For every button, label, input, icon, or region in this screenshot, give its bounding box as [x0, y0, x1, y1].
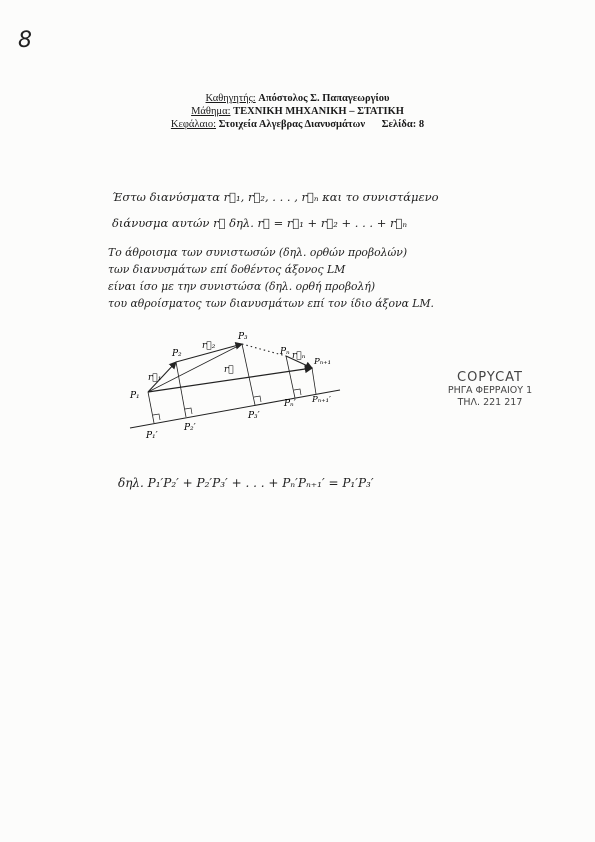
label-Pn1-prime: Pₙ₊₁′: [312, 395, 331, 405]
right-angle-mark-1: [153, 414, 160, 420]
label-r: r⃗: [224, 365, 234, 375]
text-line-5: είναι ίσο με την συνιστώσα (δηλ. ορθή προβολή): [108, 280, 376, 293]
projection-pn: [286, 356, 295, 398]
course-row: [0, 105, 595, 118]
course-name: ΤΕΧΝΙΚΗ ΜΗΧΑΝΙΚΗ – ΣΤΑΤΙΚΗ: [233, 106, 404, 117]
stamp-line-3: ΤΗΛ. 221 217: [457, 397, 523, 408]
page-label: Σελίδα: 8: [381, 119, 425, 130]
right-angle-mark-3: [254, 396, 261, 402]
copycat-stamp: [420, 370, 560, 409]
projection-equation: δηλ. P₁′P₂′ + P₂′P₃′ + . . . + Pₙ′Pₙ₊₁′ = P₁′P₃′: [118, 476, 374, 490]
chapter-label: Κεφάλαιο:: [170, 119, 217, 130]
instructor-label: Καθηγητής:: [205, 93, 256, 104]
label-P1-prime: P₁′: [146, 431, 158, 441]
page-number: 8: [18, 28, 32, 53]
label-rn: r⃗ₙ: [292, 351, 306, 361]
theorem-paragraph: [108, 244, 528, 312]
label-Pn-prime: Pₙ′: [284, 399, 296, 409]
label-P1: P₁: [130, 391, 140, 401]
page-header: [0, 92, 595, 131]
label-Pn: Pₙ: [280, 347, 290, 357]
intro-paragraph: [112, 184, 502, 236]
stamp-line-1: COPYCAT: [457, 370, 523, 385]
vector-projection-diagram: [120, 332, 360, 442]
text-line-2: διάνυσμα αυτών r⃗ δηλ. r⃗ = r⃗₁ + r⃗₂ + . . . + r⃗ₙ: [112, 216, 408, 230]
axis-line: [130, 390, 340, 428]
instructor-row: [0, 92, 595, 105]
projection-p3: [242, 344, 255, 405]
text-line-6: του αθροίσματος των διανυσμάτων επί τον ίδιο άξονα LM.: [108, 297, 434, 310]
text-line-1: Έστω διανύσματα r⃗₁, r⃗₂, . . . , r⃗ₙ και το συνιστάμενο: [112, 190, 439, 204]
label-P3-prime: P₃′: [248, 411, 260, 421]
chapter-row: [0, 118, 595, 131]
right-angle-mark-2: [185, 408, 192, 414]
label-P3: P₃: [238, 332, 248, 342]
instructor-name: Απόστολος Σ. Παπαγεωργίου: [258, 93, 390, 104]
course-label: Μάθημα:: [191, 106, 231, 117]
right-angle-mark-4: [294, 389, 301, 395]
projection-pn1: [312, 368, 316, 394]
label-r1: r⃗₁: [148, 373, 162, 383]
chapter-name: Στοιχεία Αλγεβρας Διανυσμάτων: [218, 119, 366, 130]
label-P2-prime: P₂′: [184, 423, 196, 433]
projection-p1: [148, 392, 154, 423]
label-P2: P₂: [172, 349, 182, 359]
text-line-4: των διανυσμάτων επί δοθέντος άξονος LM: [108, 263, 346, 276]
projection-p2: [176, 362, 186, 417]
label-Pn1: Pₙ₊₁: [314, 357, 332, 367]
stamp-line-2: ΡΗΓΑ ΦΕΡΡΑΙΟΥ 1: [447, 385, 533, 396]
text-line-3: Το άθροισμα των συνιστωσών (δηλ. ορθών προβολών): [108, 246, 408, 259]
label-r2: r⃗₂: [202, 341, 216, 351]
